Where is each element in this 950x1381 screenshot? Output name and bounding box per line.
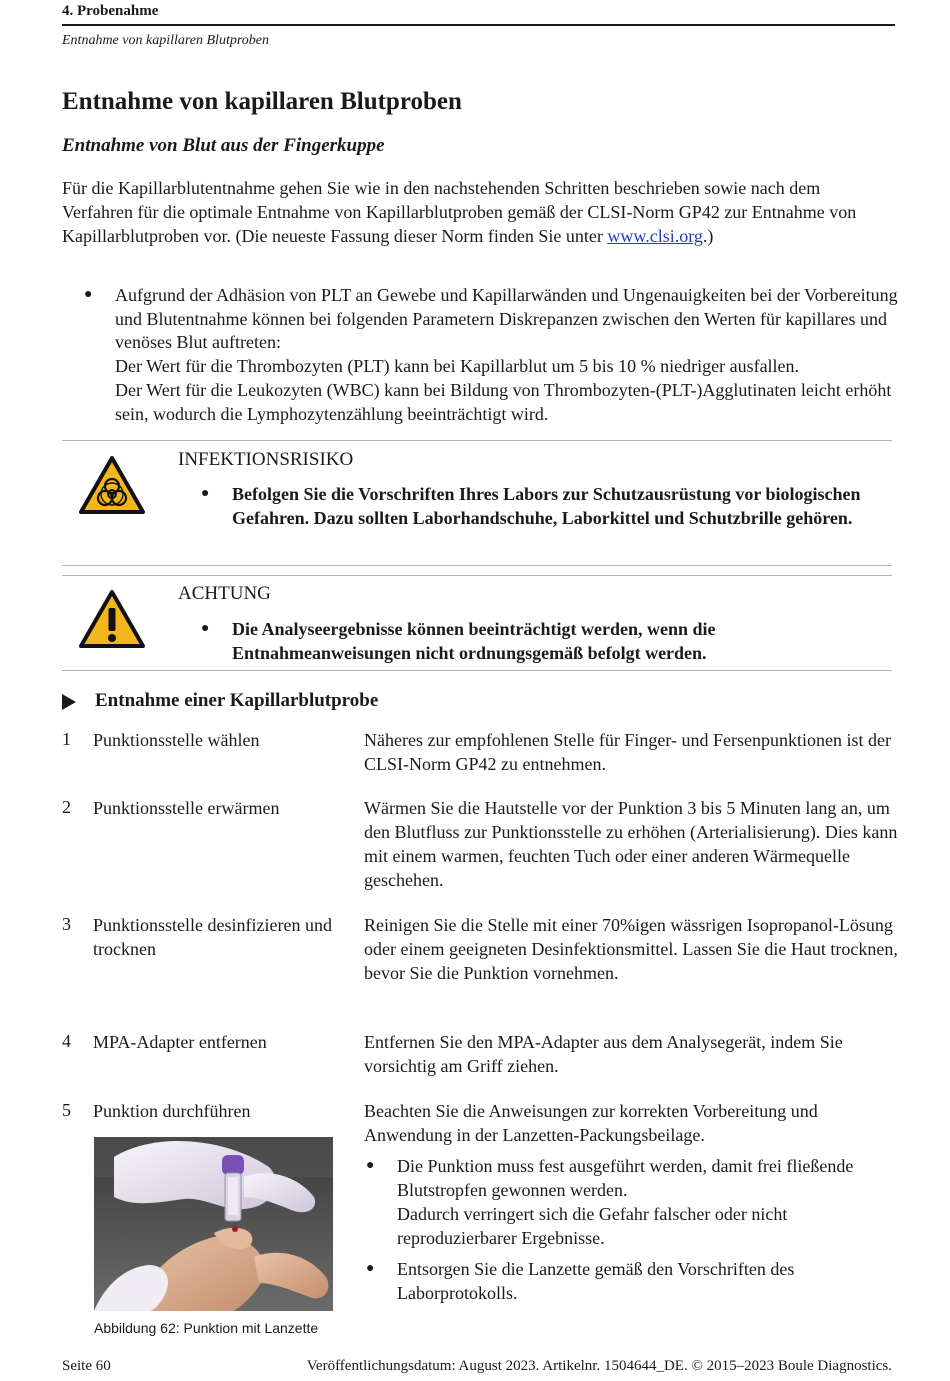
divider xyxy=(62,440,892,441)
step-label: MPA-Adapter entfernen xyxy=(93,1032,267,1052)
step-number: 5 xyxy=(62,1100,71,1120)
caution-icon xyxy=(78,589,146,649)
warning-title: ACHTUNG xyxy=(178,583,271,604)
step-number: 4 xyxy=(62,1031,71,1051)
header-rule xyxy=(62,24,895,26)
step5-bullet xyxy=(397,1154,897,1250)
page-number: Seite 60 xyxy=(62,1358,111,1374)
clsi-link[interactable]: www.clsi.org xyxy=(607,226,703,246)
step-description: Wärmen Sie die Hautstelle vor der Punktion 3 bis 5 Minuten lang an, um den Blutfluss zur Punktionsstelle zu erhöhen (Arterialisierung). Dies kann mit einem warmen, feuchten Tuch oder einer anderen Wärmequelle geschehen. xyxy=(364,798,898,890)
bullet-dot: ● xyxy=(366,1158,375,1173)
publication-info: Veröffentlichungsdatum: August 2023. Artikelnr. 1504644_DE. © 2015–2023 Boule Diagnostics. xyxy=(306,1358,892,1374)
bullet-dot: ● xyxy=(201,486,210,501)
page-subtitle: Entnahme von Blut aus der Fingerkuppe xyxy=(62,135,385,156)
step5-bullet: Entsorgen Sie die Lanzette gemäß den Vorschriften des Laborprotokolls. xyxy=(397,1259,795,1303)
step-label: Punktionsstelle desinfizieren und trocknen xyxy=(93,915,332,959)
step-number: 1 xyxy=(62,729,71,749)
discrepancy-bullet xyxy=(115,284,905,426)
warning-title: INFEKTIONSRISIKO xyxy=(178,449,354,470)
step-label: Punktionsstelle erwärmen xyxy=(93,798,280,818)
bullet-line: Der Wert für die Thrombozyten (PLT) kann bei Kapillarblut um 5 bis 10 % niedriger ausfallen. xyxy=(115,356,800,377)
warning-text: Befolgen Sie die Vorschriften Ihres Labors zur Schutzausrüstung vor biologischen Gefahren. Dazu sollten Laborhandschuhe, Laborkittel und Schutzbrille gehören. xyxy=(232,484,861,528)
subsection-header: Entnahme von kapillaren Blutproben xyxy=(62,33,269,48)
bullet-line: Dadurch verringert sich die Gefahr falscher oder nicht reproduzierbarer Ergebnisse. xyxy=(397,1204,788,1248)
biohazard-icon xyxy=(78,455,146,515)
step-description: Näheres zur empfohlenen Stelle für Finger- und Fersenpunktionen ist der CLSI-Norm GP42 zu entnehmen. xyxy=(364,730,891,774)
intro-paragraph xyxy=(62,176,895,248)
procedure-arrow-icon xyxy=(62,694,76,710)
procedure-title: Entnahme einer Kapillarblutprobe xyxy=(95,690,379,711)
divider xyxy=(62,670,892,671)
step-description: Entfernen Sie den MPA-Adapter aus dem Analysegerät, indem Sie vorsichtig am Griff ziehen. xyxy=(364,1032,843,1076)
step-description: Beachten Sie die Anweisungen zur korrekten Vorbereitung und Anwendung in der Lanzetten-Packungsbeilage. xyxy=(364,1101,818,1145)
bullet-dot: ● xyxy=(366,1261,375,1276)
step-number: 3 xyxy=(62,914,71,934)
step-label: Punktion durchführen xyxy=(93,1101,251,1121)
bullet-line: Die Punktion muss fest ausgeführt werden, damit frei fließende Blutstropfen gewonnen werden. xyxy=(397,1156,854,1200)
section-header: 4. Probenahme xyxy=(62,3,159,19)
bullet-line: Der Wert für die Leukozyten (WBC) kann bei Bildung von Thrombozyten-(PLT-)Agglutinaten leicht erhöht sein, wodurch die Lymphozytenzählung beeinträchtigt wird. xyxy=(115,379,892,424)
page-title: Entnahme von kapillaren Blutproben xyxy=(62,88,462,115)
step-label: Punktionsstelle wählen xyxy=(93,730,260,750)
bullet-line: Aufgrund der Adhäsion von PLT an Gewebe und Kapillarwänden und Ungenauigkeiten bei der Vorbereitung und Blutentnahme können bei folgenden Parametern Diskrepanzen zwischen den Werten für kapillares und venöses Blut auftreten: xyxy=(115,285,898,353)
intro-text-end: .) xyxy=(702,226,714,246)
step-number: 2 xyxy=(62,797,71,817)
step-description: Reinigen Sie die Stelle mit einer 70%igen wässrigen Isopropanol-Lösung oder einem geeigneten Desinfektionsmittel. Lassen Sie die Haut trocknen, bevor Sie die Punktion vornehmen. xyxy=(364,915,898,983)
divider xyxy=(62,565,892,566)
warning-text: Die Analyseergebnisse können beeinträchtigt werden, wenn die Entnahmeanweisungen nicht ordnungsgemäß befolgt werden. xyxy=(232,619,716,663)
intro-text: Für die Kapillarblutentnahme gehen Sie wie in den nachstehenden Schritten beschrieben sowie nach dem Verfahren für die optimale Entnahme von Kapillarblutproben gemäß der CLSI-Norm GP42 zur Entnahme von Kapillarblutproben vor. (Die neueste Fassung dieser Norm finden Sie unter xyxy=(62,178,857,246)
divider xyxy=(62,575,892,576)
bullet-dot: ● xyxy=(201,621,210,636)
figure-caption: Abbildung 62: Punktion mit Lanzette xyxy=(94,1320,319,1336)
lancet-puncture-photo xyxy=(94,1137,333,1311)
bullet-dot: ● xyxy=(84,287,93,302)
